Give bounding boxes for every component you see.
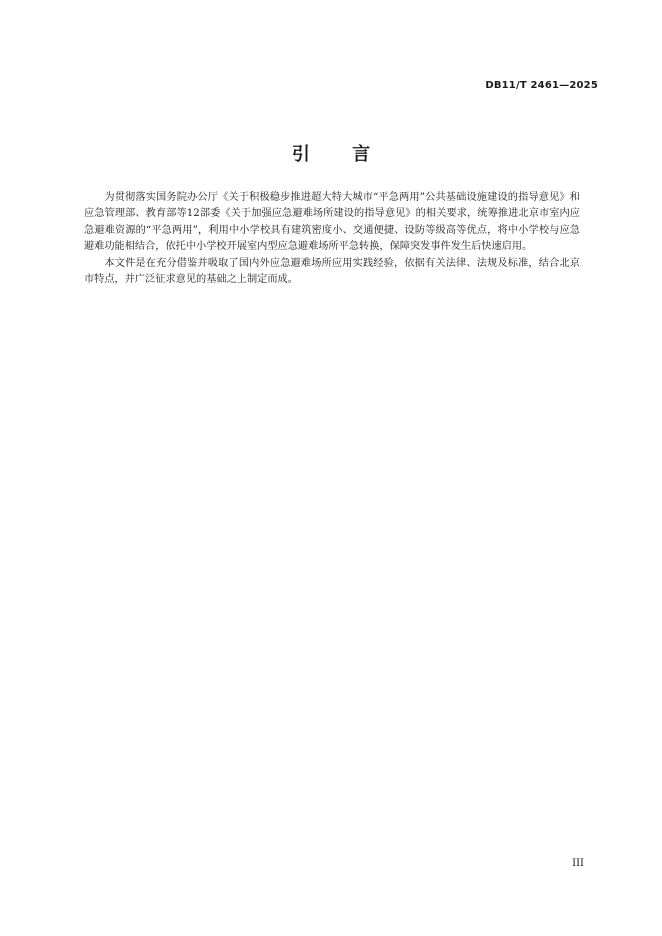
paragraph: 为贯彻落实国务院办公厅《关于积极稳步推进超大特大城市“平急两用”公共基础设施建设的指导意见》和应急管理部、教育部等12部委《关于加强应急避难场所建设的指导意见》的相关要求，统筹推进北京市室内应急避难资源的“平急两用”，利用中小学校具有建筑密度小、交通便捷、设防等级高等优点，将中小学校与应急避难功能相结合，依托中小学校开展室内型应急避难场所平急转换，保障突发事件发生后快速启用。 [84, 192, 580, 253]
body-text [84, 190, 580, 288]
paragraph: 本文件是在充分借鉴并吸取了国内外应急避难场所应用实践经验，依据有关法律、法规及标准，结合北京市特点，并广泛征求意见的基础之上制定而成。 [84, 257, 580, 286]
page-number: III [572, 858, 584, 869]
section-title: 引 言 [291, 144, 389, 165]
document-code: DB11/T 2461—2025 [485, 80, 598, 91]
